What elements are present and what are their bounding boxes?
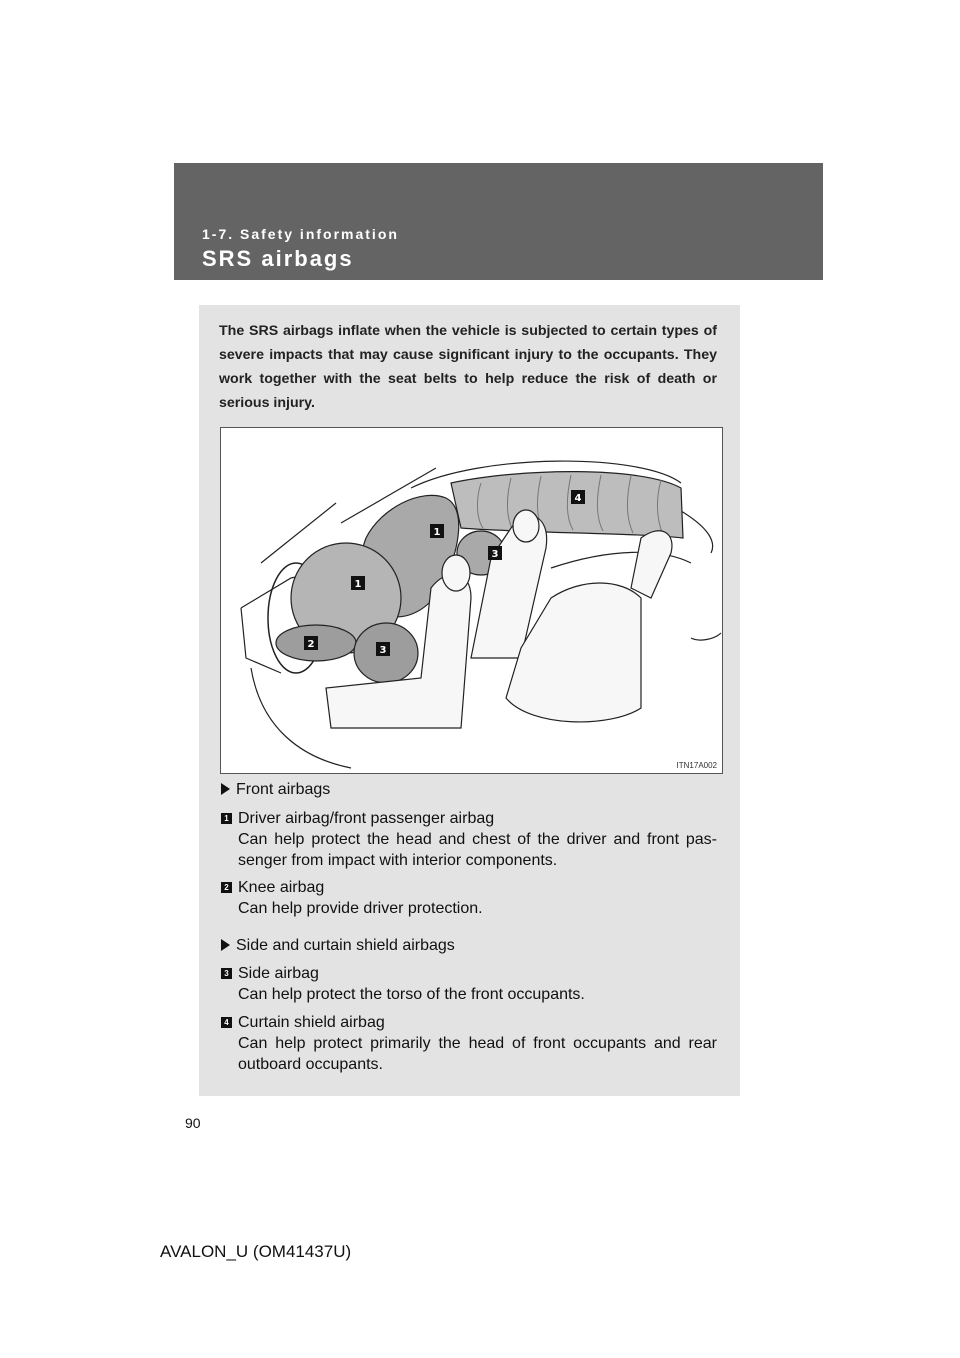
item-desc: Can help protect the torso of the front occupants. bbox=[238, 986, 585, 1003]
figure-code: ITN17A002 bbox=[676, 761, 717, 770]
page-number: 90 bbox=[185, 1115, 201, 1131]
item-title: Driver airbag/front passenger airbag bbox=[238, 810, 495, 827]
front-airbags-heading: Front airbags bbox=[221, 781, 330, 799]
item-desc: Can help protect primarily the head of front occupants and rear outboard occupants. bbox=[238, 1035, 717, 1073]
page-title: SRS airbags bbox=[202, 246, 354, 271]
item-desc: Can help provide driver protection. bbox=[238, 900, 483, 917]
triangle-bullet-icon bbox=[221, 783, 230, 795]
list-item-curtain-shield-airbag bbox=[221, 1012, 717, 1075]
number-badge-1: 1 bbox=[221, 813, 232, 824]
item-title: Curtain shield airbag bbox=[238, 1014, 385, 1031]
content-box bbox=[199, 305, 740, 1096]
callout-1-upper-label: 1 bbox=[433, 527, 441, 538]
console-line bbox=[241, 608, 281, 673]
callout-3-upper-label: 3 bbox=[491, 549, 499, 560]
number-badge-2: 2 bbox=[221, 882, 232, 893]
callout-2-label: 2 bbox=[307, 639, 315, 650]
body-line bbox=[691, 633, 721, 640]
list-item-driver-passenger-airbag bbox=[221, 808, 717, 871]
driver-headrest bbox=[442, 555, 470, 591]
callout-4-label: 4 bbox=[574, 493, 582, 504]
header-band bbox=[174, 163, 823, 280]
airbag-illustration bbox=[220, 427, 723, 774]
list-item-knee-airbag bbox=[221, 877, 717, 919]
intro-paragraph: The SRS airbags inflate when the vehicle is subjected to certain types of severe impacts that may cause significant injury to the occupants. They work together with the seat belts to help reduce the risk of death or serious injury. bbox=[219, 323, 717, 411]
callout-3-lower-label: 3 bbox=[379, 645, 387, 656]
passenger-headrest bbox=[513, 510, 539, 542]
number-badge-4: 4 bbox=[221, 1017, 232, 1028]
document-code: AVALON_U (OM41437U) bbox=[160, 1242, 352, 1261]
item-desc: Can help protect the head and chest of the driver and front pas-senger from impact with interior components. bbox=[238, 831, 717, 869]
item-title: Knee airbag bbox=[238, 879, 325, 896]
side-airbags-heading: Side and curtain shield airbags bbox=[221, 937, 455, 955]
callout-1-lower-label: 1 bbox=[354, 579, 362, 590]
airbag-diagram bbox=[221, 428, 722, 773]
item-title: Side airbag bbox=[238, 965, 319, 982]
section-label: 1-7. Safety information bbox=[202, 226, 399, 242]
triangle-bullet-icon bbox=[221, 939, 230, 951]
list-item-side-airbag bbox=[221, 963, 717, 1005]
rear-headrest-right bbox=[631, 531, 672, 598]
number-badge-3: 3 bbox=[221, 968, 232, 979]
